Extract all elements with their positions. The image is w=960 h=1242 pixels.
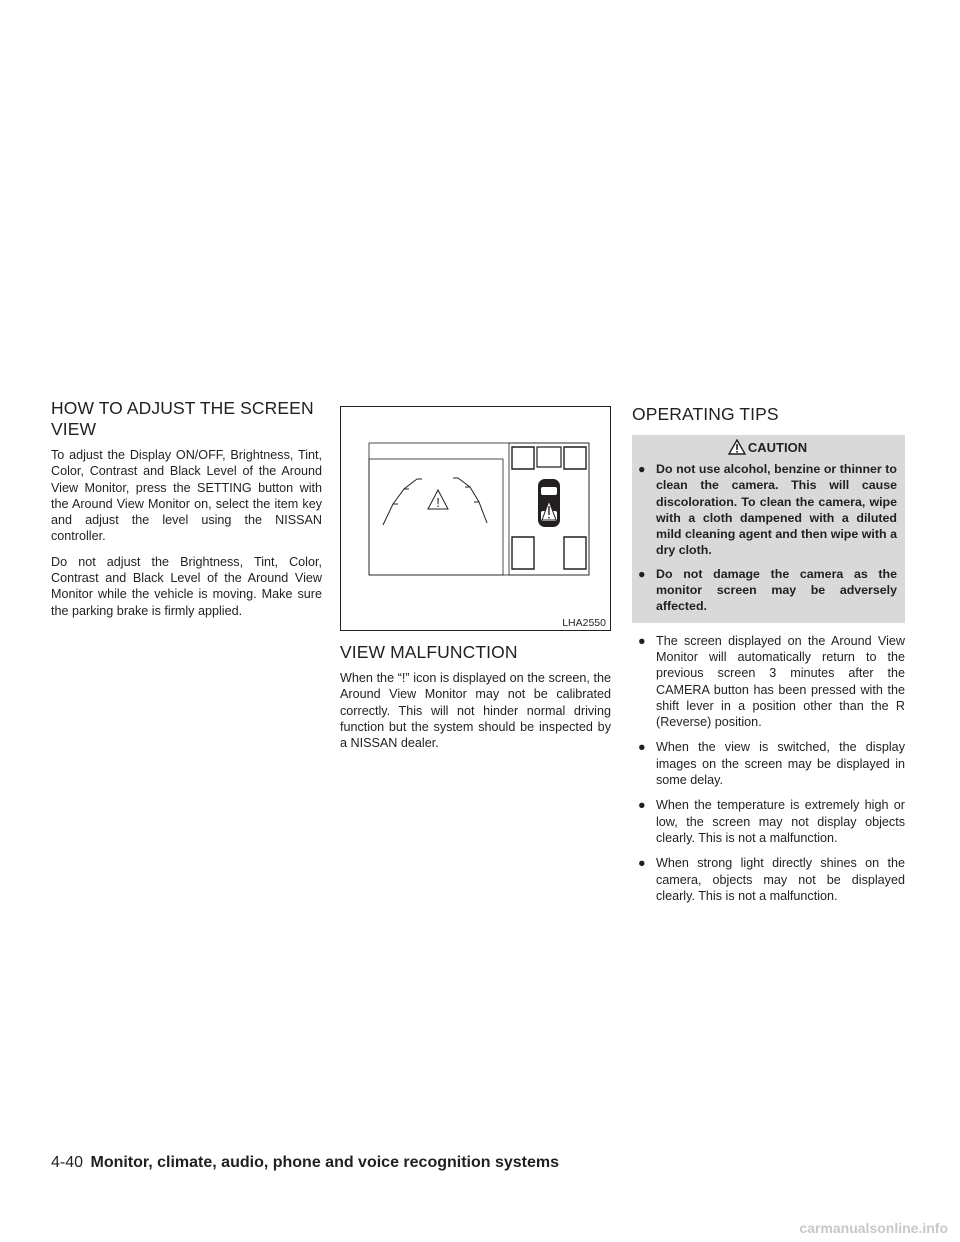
footer-section-title: Monitor, climate, audio, phone and voice recognition systems — [90, 1154, 560, 1171]
section-heading-adjust-screen: HOW TO ADJUST THE SCREEN VIEW — [51, 398, 314, 439]
section-heading-operating-tips: OPERATING TIPS — [632, 404, 779, 424]
tip-item: ● When the temperature is extremely high or low, the screen may not display objects clearly. This is not a malfunction. — [638, 798, 905, 845]
section-heading-view-malfunction: VIEW MALFUNCTION — [340, 642, 518, 662]
page-footer — [51, 1153, 559, 1173]
caution-item: ● Do not damage the camera as the monitor screen may be adversely affected. — [638, 566, 897, 614]
page-number: 4-40 — [51, 1154, 84, 1171]
around-view-monitor-figure — [340, 406, 611, 631]
watermark: carmanualsonline.info — [799, 1220, 948, 1236]
left-column — [51, 398, 322, 628]
tips-list — [632, 633, 905, 904]
paragraph: Do not adjust the Brightness, Tint, Color, Contrast and Black Level of the Around View Monitor while the vehicle is moving. Make sure the parking brake is firmly applied. — [51, 554, 322, 618]
warning-triangle-icon — [428, 490, 448, 510]
monitor-screen-illustration — [341, 407, 612, 632]
tip-item: ● When strong light directly shines on the camera, objects may not be displayed clearly. This is not a malfunction. — [638, 856, 905, 903]
middle-column — [340, 406, 611, 760]
paragraph: To adjust the Display ON/OFF, Brightness, Tint, Color, Contrast and Black Level of the Around View Monitor, press the SETTING button with the Around View Monitor on, select the item key and adjust the level using the NISSAN controller. — [51, 448, 322, 544]
caution-list — [638, 461, 897, 615]
paragraph: When the “!” icon is displayed on the screen, the Around View Monitor may not be calibrated correctly. This will not hinder normal driving function but the system should be inspected by a NISSAN dealer. — [340, 671, 611, 751]
caution-title: CAUTION — [747, 440, 808, 455]
warning-triangle-icon — [728, 439, 746, 455]
car-top-view-icon — [538, 479, 560, 527]
tip-item: ● The screen displayed on the Around View Monitor will automatically return to the previous screen 3 minutes after the CAMERA button has been pressed with the shift lever in a position other than the R (Reverse) position. — [638, 633, 905, 730]
caution-item: ● Do not use alcohol, benzine or thinner to clean the camera. This will cause discoloration. To clean the camera, wipe with a cloth dampened with a diluted mild cleaning agent and then wipe with a dry cloth. — [638, 462, 897, 558]
caution-box — [632, 435, 905, 623]
right-column — [632, 404, 905, 913]
tip-item: ● When the view is switched, the display images on the screen may be displayed in some delay. — [638, 740, 905, 788]
warning-symbol: ! — [436, 495, 440, 510]
figure-label: LHA2550 — [562, 617, 606, 629]
caution-heading — [638, 439, 897, 457]
